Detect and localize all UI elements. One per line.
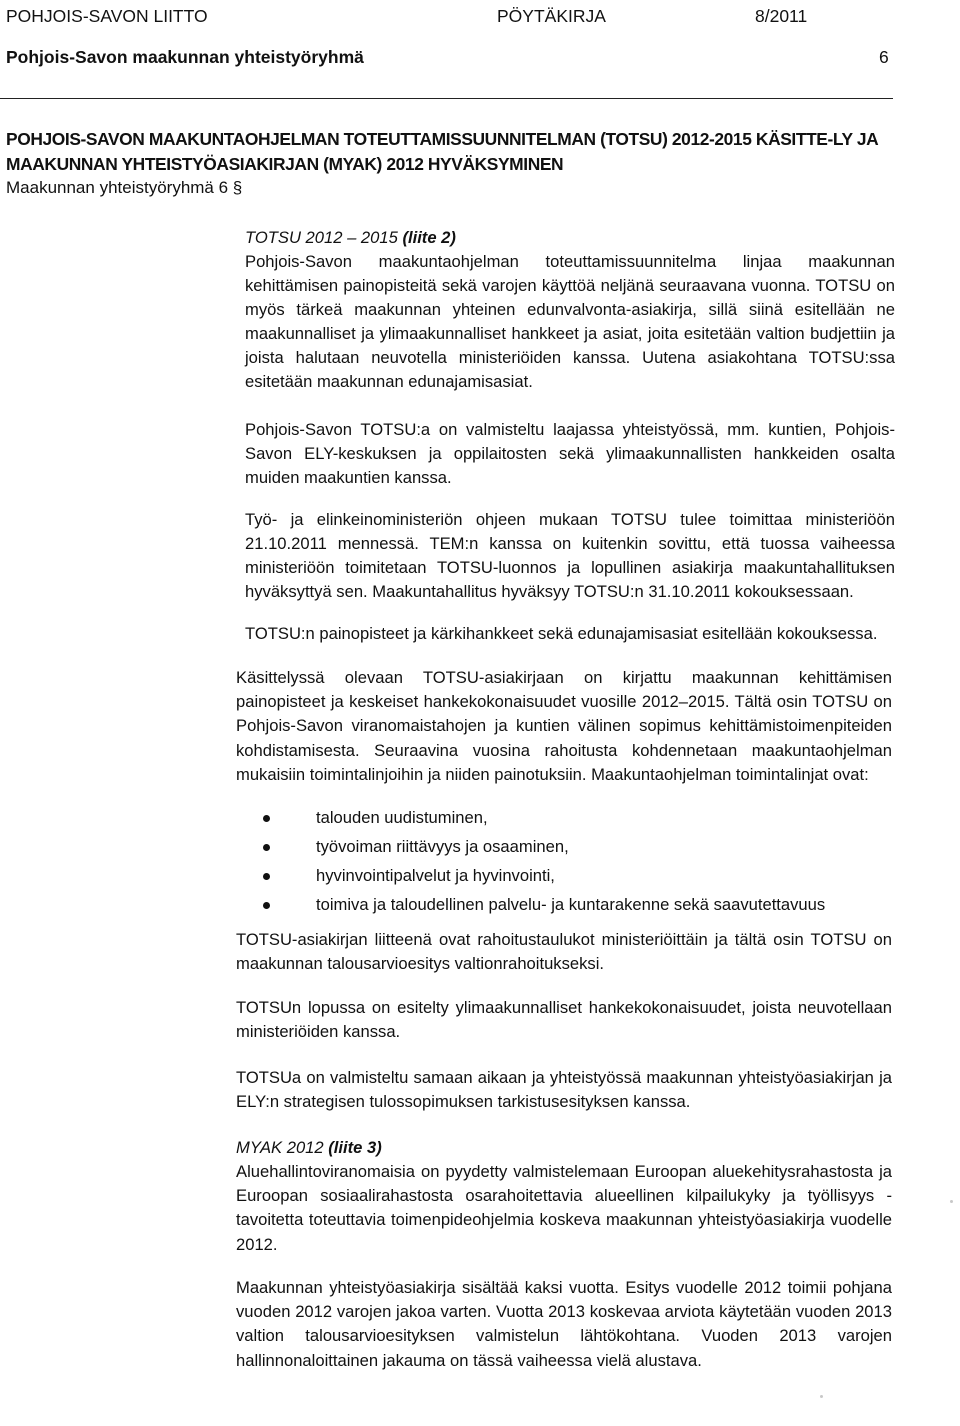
scan-speck [820, 1395, 823, 1398]
totsu-heading-text: TOTSU 2012 – 2015 [245, 228, 398, 247]
list-item: talouden uudistuminen, [263, 806, 825, 835]
group-name: Pohjois-Savon maakunnan yhteistyöryhmä [6, 47, 364, 67]
bullet-icon [263, 844, 270, 851]
myak-paragraph: Maakunnan yhteistyöasiakirja sisältää kaksi vuotta. Esitys vuodelle 2012 toimii pohjana vuoden 2012 varojen jakoa varten. Vuotta 2013 koskevaa arviota käytetään vuoden 2013 valtion talousarvioesityksen valmistelun lähtökohtana. Vuoden 2013 varojen hallinnonaloittainen jakauma on tässä vaiheessa vielä alustava. [236, 1278, 892, 1370]
list-item: työvoiman riittävyys ja osaaminen, [263, 835, 825, 864]
document-type: PÖYTÄKIRJA [497, 6, 606, 26]
myak-attachment-ref: (liite 3) [328, 1138, 382, 1157]
totsu-attachment-ref: (liite 2) [402, 228, 456, 247]
body-paragraph: TOTSU-asiakirjan liitteenä ovat rahoitustaulukot ministeriöittäin ja tältä osin TOTSU on maakunnan talousarvioesitys valtionrahoitukseksi. [236, 930, 892, 974]
section-title: POHJOIS-SAVON MAAKUNTAOHJELMAN TOTEUTTAMISSUUNNITELMAN (TOTSU) 2012-2015 KÄSITTE-LY JA MAAKUNNAN YHTEISTYÖASIAKIRJAN (MYAK) 2012 HYVÄKSYMINEN [6, 129, 878, 174]
list-item: hyvinvointipalvelut ja hyvinvointi, [263, 864, 825, 893]
header-divider [0, 98, 893, 99]
totsu-paragraph: Työ- ja elinkeinoministeriön ohjeen mukaan TOTSU tulee toimittaa ministeriöön 21.10.2011 mennessä. TEM:n kanssa on kuitenkin sovittu, että tuossa vaiheessa ministeriöön toimitetaan TOTSU-luonnos ja lopullinen asiakirja maakuntahallituksen hyväksyttyä sen. Maakuntahallitus hyväksyy TOTSU:n 31.10.2011 kokouksessaan. [245, 510, 895, 601]
bullet-icon [263, 873, 270, 880]
organization-name: POHJOIS-SAVON LIITTO [6, 6, 208, 26]
totsu-paragraph: Pohjois-Savon TOTSU:a on valmisteltu laajassa yhteistyössä, mm. kuntien, Pohjois-Savon ELY-keskuksen ja oppilaitosten sekä ylimaakunnallisten hankkeiden osalta muiden maakuntien kanssa. [245, 420, 895, 487]
page-number: 6 [879, 47, 889, 67]
list-item: toimiva ja taloudellinen palvelu- ja kuntarakenne sekä saavutettavuus [263, 893, 825, 922]
totsu-paragraph: TOTSU:n painopisteet ja kärkihankkeet sekä edunajamisasiat esitellään kokouksessa. [245, 624, 878, 643]
myak-heading-text: MYAK 2012 [236, 1138, 324, 1157]
totsu-paragraph: Pohjois-Savon maakuntaohjelman toteuttamissuunnitelma linjaa maakunnan kehittämisen painopisteitä sekä varojen käyttöä neljänä seuraavana vuonna. TOTSU on myös tärkeä maakunnan yhteinen edunvalvonta-asiakirja, sillä siinä esitellään ne maakunnalliset ja ylimaakunnalliset hankkeet ja asiat, joita esitetään valtion budjettiin ja joista halutaan neuvotella ministeriöiden kanssa. Uutena asiakohtana TOTSU:ssa esitetään maakunnan edunajamisasiat. [245, 252, 895, 391]
document-number: 8/2011 [755, 6, 808, 26]
scan-speck [950, 1200, 953, 1203]
myak-paragraph: Aluehallintoviranomaisia on pyydetty valmistelemaan Euroopan aluekehitysrahastosta ja Euroopan sosiaalirahastosta osarahoitettavia alueellinen kilpailukyky ja työllisyys -tavoitetta toteuttavia toimenpideohjelmia koskeva maakunnan yhteistyöasiakirja vuodelle 2012. [236, 1162, 892, 1254]
bullet-icon [263, 815, 270, 822]
intro-paragraph: Käsittelyssä olevaan TOTSU-asiakirjaan on kirjattu maakunnan kehittämisen painopisteet ja keskeiset hankekokonaisuudet vuosille 2012–2015. Tältä osin TOTSU on Pohjois-Savon viranomaistahojen ja kuntien välinen sopimus kehittämistoimenpiteiden kohdistamisesta. Seuraavina vuosina rahoitusta kohdennetaan maakuntaohjelman mukaisiin toimintalinjoihin ja niiden painotuksiin. Maakuntaohjelman toimintalinjat ovat: [236, 668, 892, 784]
section-subtitle: Maakunnan yhteistyöryhmä 6 § [6, 178, 243, 197]
totsu-heading [245, 226, 895, 250]
bullet-icon [263, 902, 270, 909]
body-paragraph: TOTSUn lopussa on esitelty ylimaakunnalliset hankekokonaisuudet, joista neuvotellaan ministeriöiden kanssa. [236, 998, 892, 1042]
action-lines-list [263, 806, 825, 922]
body-paragraph: TOTSUa on valmisteltu samaan aikaan ja yhteistyössä maakunnan yhteistyöasiakirjan ja ELY:n strategisen tulossopimuksen tarkistusesityksen kanssa. [236, 1068, 892, 1112]
myak-heading [236, 1136, 892, 1160]
